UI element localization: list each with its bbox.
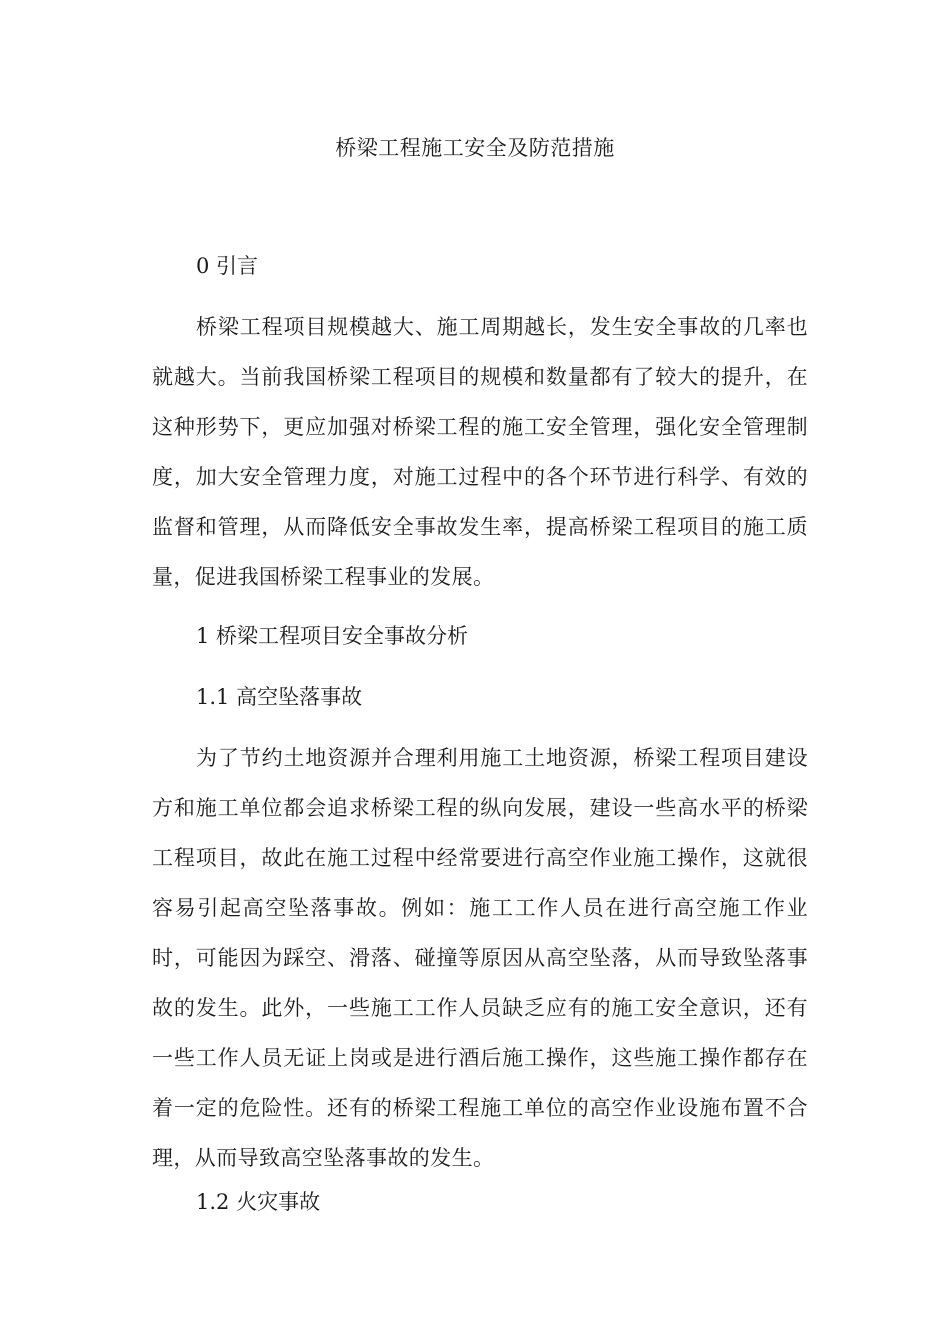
subsection-heading-fire-accident: 1.2 火灾事故	[196, 1190, 321, 1214]
section-heading-accident-analysis: 1 桥梁工程项目安全事故分析	[196, 624, 469, 648]
document-title: 桥梁工程施工安全及防范措施	[335, 136, 615, 160]
subsection-heading-fall-accident: 1.1 高空坠落事故	[196, 685, 363, 709]
paragraph-introduction: 桥梁工程项目规模越大、施工周期越长，发生安全事故的几率也就越大。当前我国桥梁工程项目的规模和数量都有了较大的提升，在这种形势下，更应加强对桥梁工程的施工安全管理，强化安全管理制度，加大安全管理力度，对施工过程中的各个环节进行科学、有效的监督和管理，从而降低安全事故发生率，提高桥梁工程项目的施工质量，促进我国桥梁工程事业的发展。	[152, 315, 808, 589]
section-heading-introduction: 0 引言	[196, 254, 259, 278]
paragraph-fall-accident: 为了节约土地资源并合理利用施工土地资源，桥梁工程项目建设方和施工单位都会追求桥梁工程的纵向发展，建设一些高水平的桥梁工程项目，故此在施工过程中经常要进行高空作业施工操作，这就很容易引起高空坠落事故。例如：施工工作人员在进行高空施工作业时，可能因为踩空、滑落、碰撞等原因从高空坠落，从而导致坠落事故的发生。此外，一些施工工作人员缺乏应有的施工安全意识，还有一些工作人员无证上岗或是进行酒后施工操作，这些施工操作都存在着一定的危险性。还有的桥梁工程施工单位的高空作业设施布置不合理，从而导致高空坠落事故的发生。	[152, 746, 808, 1170]
